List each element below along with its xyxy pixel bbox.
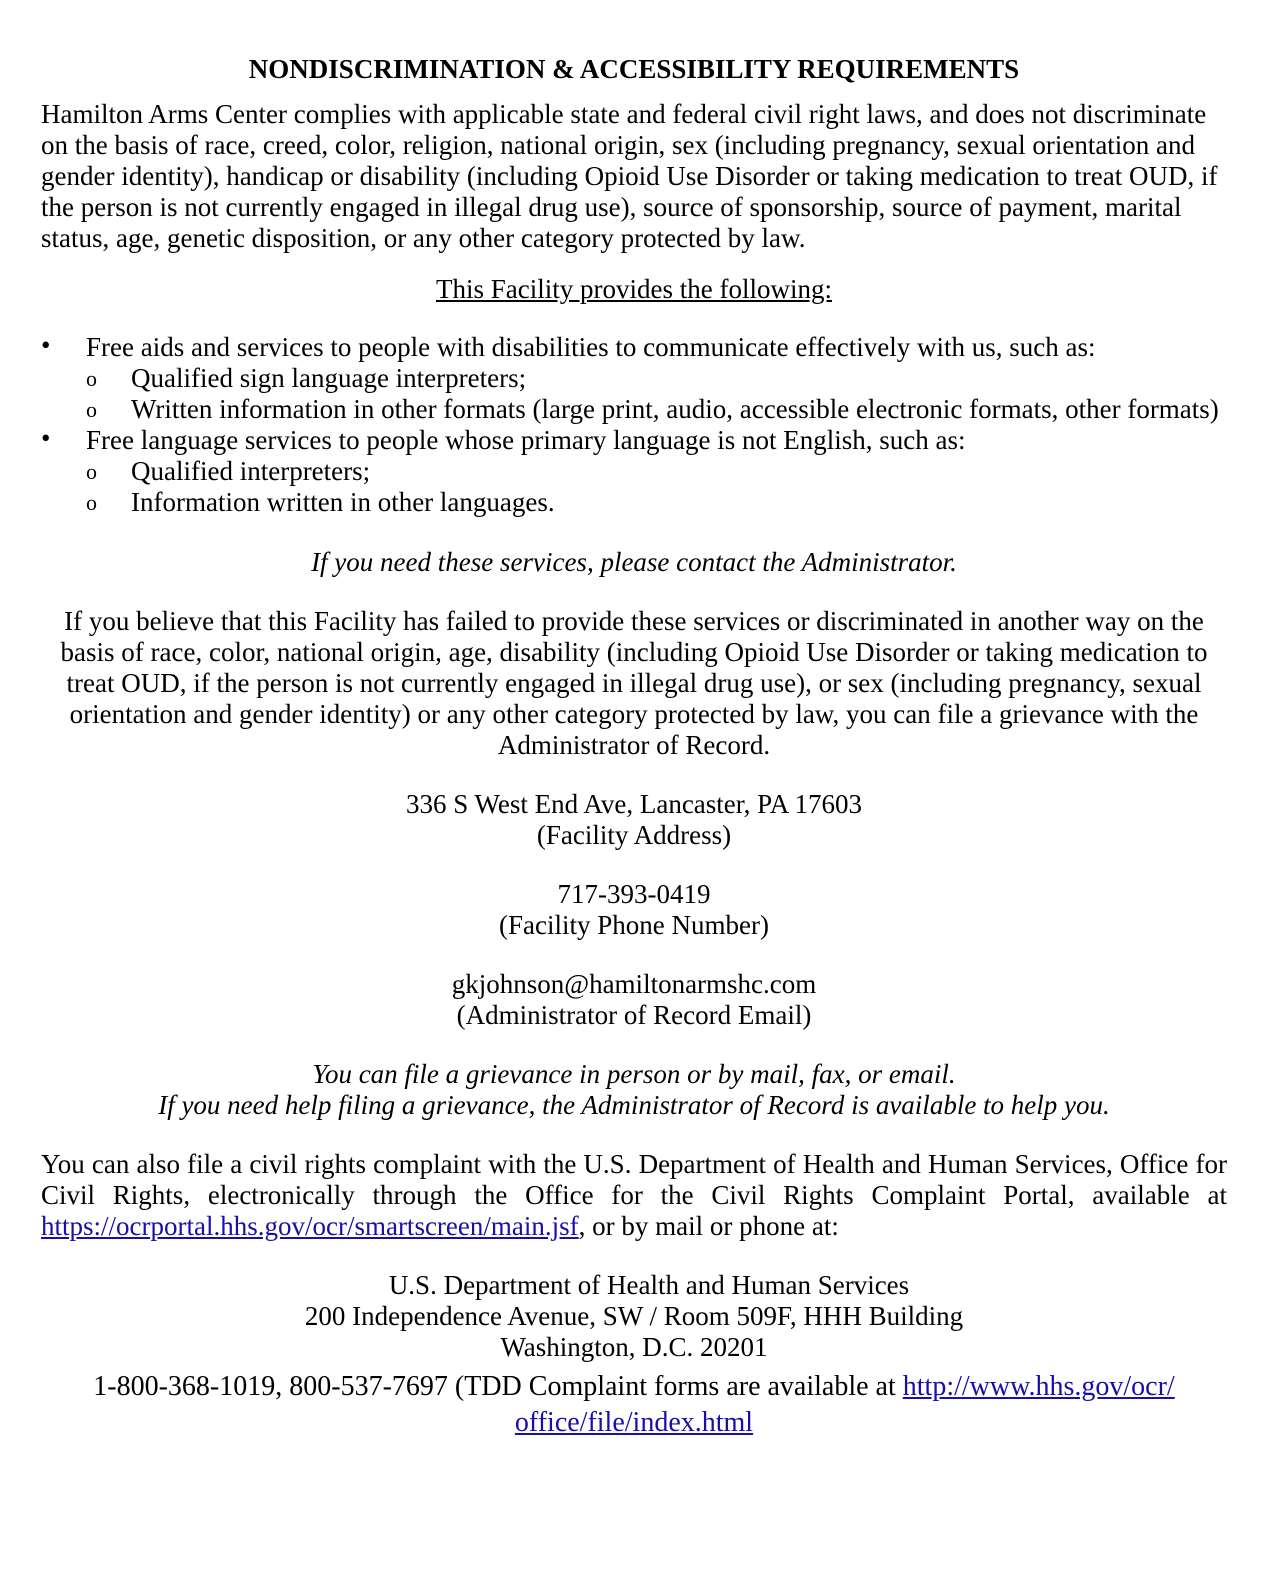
list-item-text: Qualified interpreters;	[131, 456, 371, 486]
list-item-text: Written information in other formats (large print, audio, accessible electronic formats, other formats)	[131, 394, 1219, 424]
facility-address-label: (Facility Address)	[536, 820, 732, 850]
facility-phone-label: (Facility Phone Number)	[499, 910, 769, 940]
administrator-email: gkjohnson@hamiltonarmshc.com	[451, 969, 817, 999]
sub-bullet-icon: o	[86, 459, 97, 484]
bullet-icon: •	[41, 423, 51, 453]
intro-paragraph: Hamilton Arms Center complies with applicable state and federal civil right laws, and does not discriminate on the basis of race, creed, color, religion, national origin, sex (including pregnancy, sexual orientation and gender identity), handicap or disability (including Opioid Use Disorder or taking medication to treat OUD, if the person is not currently engaged in illegal drug use), source of sponsorship, source of payment, marital status, age, genetic disposition, or any other category protected by law.	[41, 99, 1218, 253]
list-item	[86, 363, 1227, 394]
services-list	[41, 332, 1227, 518]
hhs-phones	[41, 1369, 1227, 1441]
grievance-help-line-1: You can file a grievance in person or by mail, fax, or email.	[312, 1059, 956, 1089]
sub-bullet-icon: o	[86, 490, 97, 515]
list-item-text: Information written in other languages.	[131, 487, 555, 517]
facility-phone-block	[41, 879, 1227, 941]
facility-phone: 717-393-0419	[557, 879, 711, 909]
sub-bullet-icon: o	[86, 397, 97, 422]
list-item	[86, 394, 1227, 425]
service-aids	[41, 332, 1227, 425]
hhs-name: U.S. Department of Health and Human Services	[388, 1270, 910, 1300]
list-item	[86, 456, 1227, 487]
service-aids-sublist	[86, 363, 1227, 425]
hhs-forms-link[interactable]: http://www.hhs.gov/ocr/	[902, 1371, 1175, 1402]
sub-bullet-icon: o	[86, 366, 97, 391]
grievance-help-note	[41, 1059, 1227, 1121]
service-language	[41, 425, 1227, 518]
grievance-help-line-2: If you need help filing a grievance, the Administrator of Record is available to help you.	[158, 1090, 1110, 1120]
hhs-forms-link-continued[interactable]: office/file/index.html	[514, 1407, 754, 1438]
provides-heading: This Facility provides the following:	[436, 274, 832, 304]
document-title: NONDISCRIMINATION & ACCESSIBILITY REQUIREMENTS	[248, 54, 1020, 84]
service-language-sublist	[86, 456, 1227, 518]
grievance-paragraph: If you believe that this Facility has failed to provide these services or discriminated in another way on the basis of race, color, national origin, age, disability (including Opioid Use Disorder or taking medication to treat OUD, if the person is not currently engaged in illegal drug use), or sex (including pregnancy, sexual orientation and gender identity) or any other category protected by law, you can file a grievance with the Administrator of Record.	[60, 606, 1208, 760]
hhs-address-block	[41, 1270, 1227, 1363]
service-aids-text: Free aids and services to people with disabilities to communicate effectively with us, such as:	[86, 332, 1096, 362]
complaint-text-before: You can also file a civil rights complaint with the U.S. Department of Health and Human Services, Office for Civil Rights, electronically through the Office for the Civil Rights Complaint Portal, available at	[41, 1149, 1227, 1210]
bullet-icon: •	[41, 330, 51, 360]
administrator-email-block	[41, 969, 1227, 1031]
ocr-portal-link[interactable]: https://ocrportal.hhs.gov/ocr/smartscreen/main.jsf	[41, 1211, 579, 1241]
facility-address: 336 S West End Ave, Lancaster, PA 17603	[406, 789, 862, 819]
civil-rights-complaint-paragraph	[41, 1149, 1227, 1242]
list-item	[86, 487, 1227, 518]
hhs-city: Washington, D.C. 20201	[500, 1332, 768, 1362]
hhs-phones-text: 1-800-368-1019, 800-537-7697 (TDD Complaint forms are available at	[93, 1371, 903, 1402]
complaint-text-after: , or by mail or phone at:	[578, 1211, 839, 1241]
administrator-email-label: (Administrator of Record Email)	[456, 1000, 812, 1030]
list-item-text: Qualified sign language interpreters;	[131, 363, 527, 393]
need-services-note: If you need these services, please contact the Administrator.	[311, 547, 957, 577]
hhs-street: 200 Independence Avenue, SW / Room 509F, HHH Building	[304, 1301, 964, 1331]
facility-address-block	[41, 789, 1227, 851]
service-language-text: Free language services to people whose primary language is not English, such as:	[86, 425, 966, 455]
